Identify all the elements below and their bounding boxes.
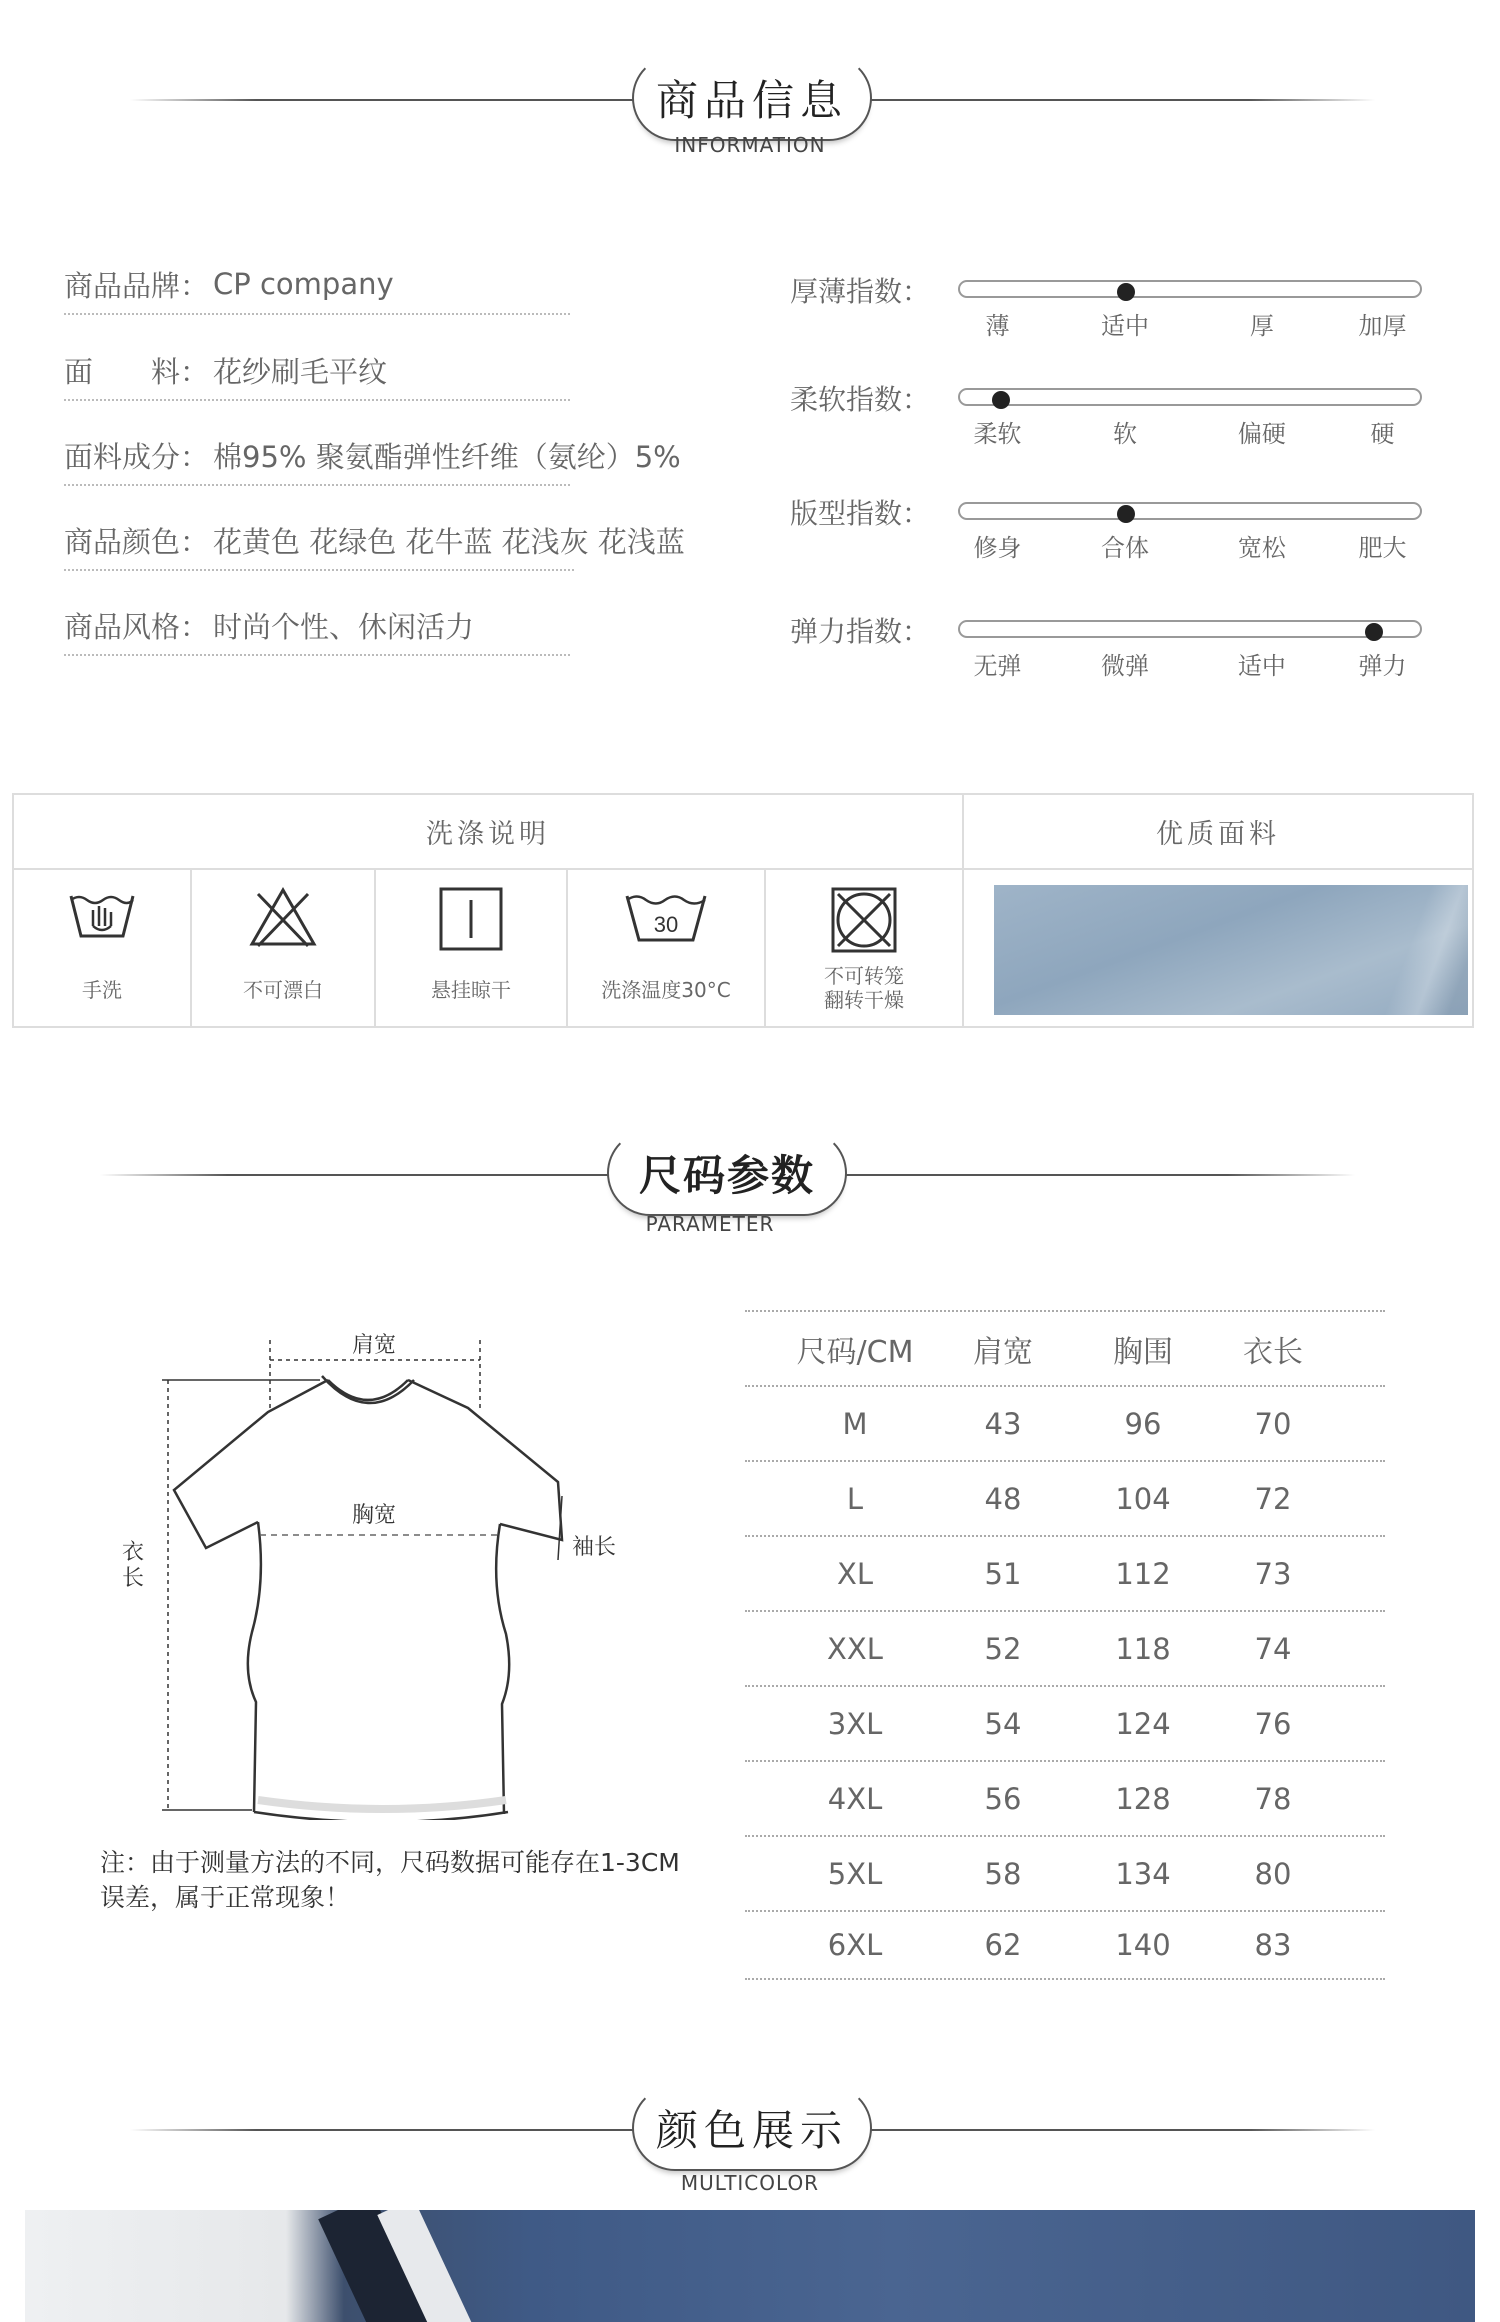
shoulder-label: 肩宽 xyxy=(352,1333,397,1358)
size-table-header xyxy=(745,1310,1385,1385)
size-table-head-cell: 衣长 xyxy=(1243,1334,1303,1370)
size-table-row xyxy=(745,1385,1385,1460)
care-item-no-bleach xyxy=(192,870,376,1026)
care-item-no-tumble-dry xyxy=(766,870,964,1026)
index-tick-label: 合体 xyxy=(1101,534,1150,562)
hang-dry-icon xyxy=(438,886,504,956)
size-table-cell: 104 xyxy=(1115,1481,1171,1516)
care-item-hang-dry xyxy=(376,870,568,1026)
header-pill xyxy=(607,1130,847,1216)
size-table-cell: 6XL xyxy=(827,1928,883,1962)
size-table-cell: 70 xyxy=(1254,1406,1292,1441)
size-table-cell: 51 xyxy=(984,1556,1022,1591)
index-tick-label: 无弹 xyxy=(973,652,1022,680)
info-label: 商品颜色： xyxy=(64,524,210,559)
section-title: 颜色展示 xyxy=(655,2106,848,2155)
size-table-cell: 48 xyxy=(984,1481,1022,1516)
size-table-cell: 140 xyxy=(1115,1928,1171,1962)
index-label: 版型指数： xyxy=(790,497,931,530)
size-table-cell: 80 xyxy=(1254,1856,1292,1891)
info-value: 棉95% 聚氨酯弹性纤维（氨纶）5% xyxy=(213,439,681,474)
size-table-cell: 96 xyxy=(1124,1406,1162,1441)
header-line-right xyxy=(845,1174,1355,1176)
size-table-cell: 118 xyxy=(1115,1631,1171,1666)
index-tick-label: 肥大 xyxy=(1358,534,1407,562)
section-subtitle: MULTICOLOR xyxy=(680,2171,820,2195)
care-table xyxy=(12,793,1474,1028)
info-value: 花黄色 花绿色 花牛蓝 花浅灰 花浅蓝 xyxy=(213,524,685,559)
care-item-hand-wash xyxy=(14,870,192,1026)
size-table-cell: 52 xyxy=(984,1631,1022,1666)
info-label: 商品风格： xyxy=(64,609,210,644)
section-title: 商品信息 xyxy=(655,76,848,125)
index-tick-label: 宽松 xyxy=(1237,534,1286,562)
index-tick-label: 柔软 xyxy=(973,420,1022,448)
size-table-cell: 78 xyxy=(1254,1781,1292,1816)
index-tick-label: 适中 xyxy=(1101,312,1150,340)
index-tick-label: 软 xyxy=(1113,420,1138,448)
index-tick-label: 微弹 xyxy=(1101,652,1150,680)
index-marker xyxy=(1365,623,1383,641)
section-header-param xyxy=(0,1130,1500,1240)
size-table-head-cell: 胸围 xyxy=(1113,1334,1173,1370)
section-title: 尺码参数 xyxy=(638,1151,815,1200)
size-table-cell: 62 xyxy=(984,1928,1022,1962)
info-row xyxy=(64,341,570,401)
color-photo xyxy=(25,2210,1475,2322)
info-row xyxy=(64,426,681,486)
size-note: 注：由于测量方法的不同，尺码数据可能存在1-3CM误差，属于正常现象！ xyxy=(100,1848,680,1912)
header-line-left xyxy=(100,1174,610,1176)
size-table-cell: L xyxy=(846,1481,864,1516)
header-pill xyxy=(632,55,872,141)
size-table-cell: 72 xyxy=(1254,1481,1292,1516)
no-bleach-icon xyxy=(248,886,318,954)
info-value: 花纱刷毛平纹 xyxy=(213,354,388,389)
info-value: CP company xyxy=(213,267,394,301)
care-caption: 不可转笼 翻转干燥 xyxy=(824,964,904,1012)
size-table-cell: 58 xyxy=(984,1856,1022,1891)
size-table-cell: 54 xyxy=(984,1706,1022,1741)
size-table-cell: XXL xyxy=(827,1631,883,1666)
index-label: 弹力指数： xyxy=(790,615,931,648)
index-tick-label: 适中 xyxy=(1237,652,1286,680)
size-table-cell: 56 xyxy=(984,1781,1022,1816)
index-tick-label: 弹力 xyxy=(1358,652,1407,680)
size-table-cell: 74 xyxy=(1254,1631,1292,1666)
header-line-right xyxy=(870,2129,1375,2131)
size-table-row xyxy=(745,1910,1385,1980)
info-row xyxy=(64,596,570,656)
index-marker xyxy=(1117,505,1135,523)
index-slider xyxy=(790,378,1430,468)
size-table-cell: 128 xyxy=(1115,1781,1171,1816)
size-table-cell: 124 xyxy=(1115,1706,1171,1741)
size-table-head-cell: 肩宽 xyxy=(973,1334,1033,1370)
index-tick-label: 加厚 xyxy=(1358,312,1407,340)
index-label: 厚薄指数： xyxy=(790,275,931,308)
size-table-cell: 112 xyxy=(1115,1556,1171,1591)
index-marker xyxy=(992,391,1010,409)
section-header-info xyxy=(0,55,1500,165)
size-table-row xyxy=(745,1835,1385,1910)
fabric-header: 优质面料 xyxy=(964,795,1472,870)
header-line-left xyxy=(130,99,635,101)
section-header-color xyxy=(0,2085,1500,2195)
size-table-row xyxy=(745,1760,1385,1835)
size-table-cell: 73 xyxy=(1254,1556,1292,1591)
header-pill xyxy=(632,2085,872,2171)
hand-wash-icon xyxy=(67,886,137,950)
care-caption: 手洗 xyxy=(82,978,122,1002)
section-subtitle: PARAMETER xyxy=(645,1212,775,1236)
index-track xyxy=(958,502,1422,520)
care-header: 洗涤说明 xyxy=(14,795,964,870)
size-table-cell: 3XL xyxy=(827,1706,883,1741)
index-slider xyxy=(790,610,1430,700)
size-table-cell: 43 xyxy=(984,1406,1022,1441)
index-tick-label: 厚 xyxy=(1249,312,1274,340)
size-table-row xyxy=(745,1610,1385,1685)
no-tumble-dry-icon xyxy=(830,886,898,958)
size-table-row xyxy=(745,1685,1385,1760)
chest-label: 胸宽 xyxy=(352,1503,397,1528)
section-subtitle: INFORMATION xyxy=(674,133,826,157)
sleeve-label: 袖长 xyxy=(572,1535,617,1560)
index-track xyxy=(958,280,1422,298)
info-label: 面料成分： xyxy=(64,439,210,474)
size-table-cell: 76 xyxy=(1254,1706,1292,1741)
size-table-cell: M xyxy=(842,1406,868,1441)
size-table-cell: 83 xyxy=(1254,1928,1292,1962)
wash-temp-badge: 30 xyxy=(653,912,679,937)
size-table xyxy=(745,1310,1385,1980)
size-table-cell: 5XL xyxy=(827,1856,883,1891)
index-tick-label: 薄 xyxy=(985,312,1010,340)
index-tick-label: 硬 xyxy=(1370,420,1395,448)
info-row xyxy=(64,511,685,571)
info-value: 时尚个性、休闲活力 xyxy=(213,609,475,644)
size-table-cell: 4XL xyxy=(827,1781,883,1816)
index-marker xyxy=(1117,283,1135,301)
care-item-wash-30 xyxy=(568,870,766,1026)
info-row xyxy=(64,255,570,315)
header-line-right xyxy=(870,99,1375,101)
size-table-head-cell: 尺码/CM xyxy=(796,1334,914,1370)
info-label: 商品品牌： xyxy=(64,268,210,303)
index-track xyxy=(958,620,1422,638)
care-caption: 洗涤温度30°C xyxy=(601,978,731,1002)
header-line-left xyxy=(130,2129,635,2131)
care-caption: 不可漂白 xyxy=(243,978,323,1002)
info-label: 面 料： xyxy=(64,354,210,389)
index-slider xyxy=(790,270,1430,360)
index-tick-label: 偏硬 xyxy=(1237,420,1286,448)
index-slider xyxy=(790,492,1430,582)
fabric-photo xyxy=(994,885,1468,1015)
wash-30-icon xyxy=(623,886,709,950)
size-diagram xyxy=(110,1300,670,1820)
size-table-row xyxy=(745,1535,1385,1610)
length-label: 衣长 xyxy=(122,1540,145,1591)
index-track xyxy=(958,388,1422,406)
size-table-row xyxy=(745,1460,1385,1535)
size-table-cell: XL xyxy=(836,1556,874,1591)
size-table-cell: 134 xyxy=(1115,1856,1171,1891)
index-label: 柔软指数： xyxy=(790,383,931,416)
index-tick-label: 修身 xyxy=(973,534,1022,562)
care-caption: 悬挂晾干 xyxy=(431,978,511,1002)
